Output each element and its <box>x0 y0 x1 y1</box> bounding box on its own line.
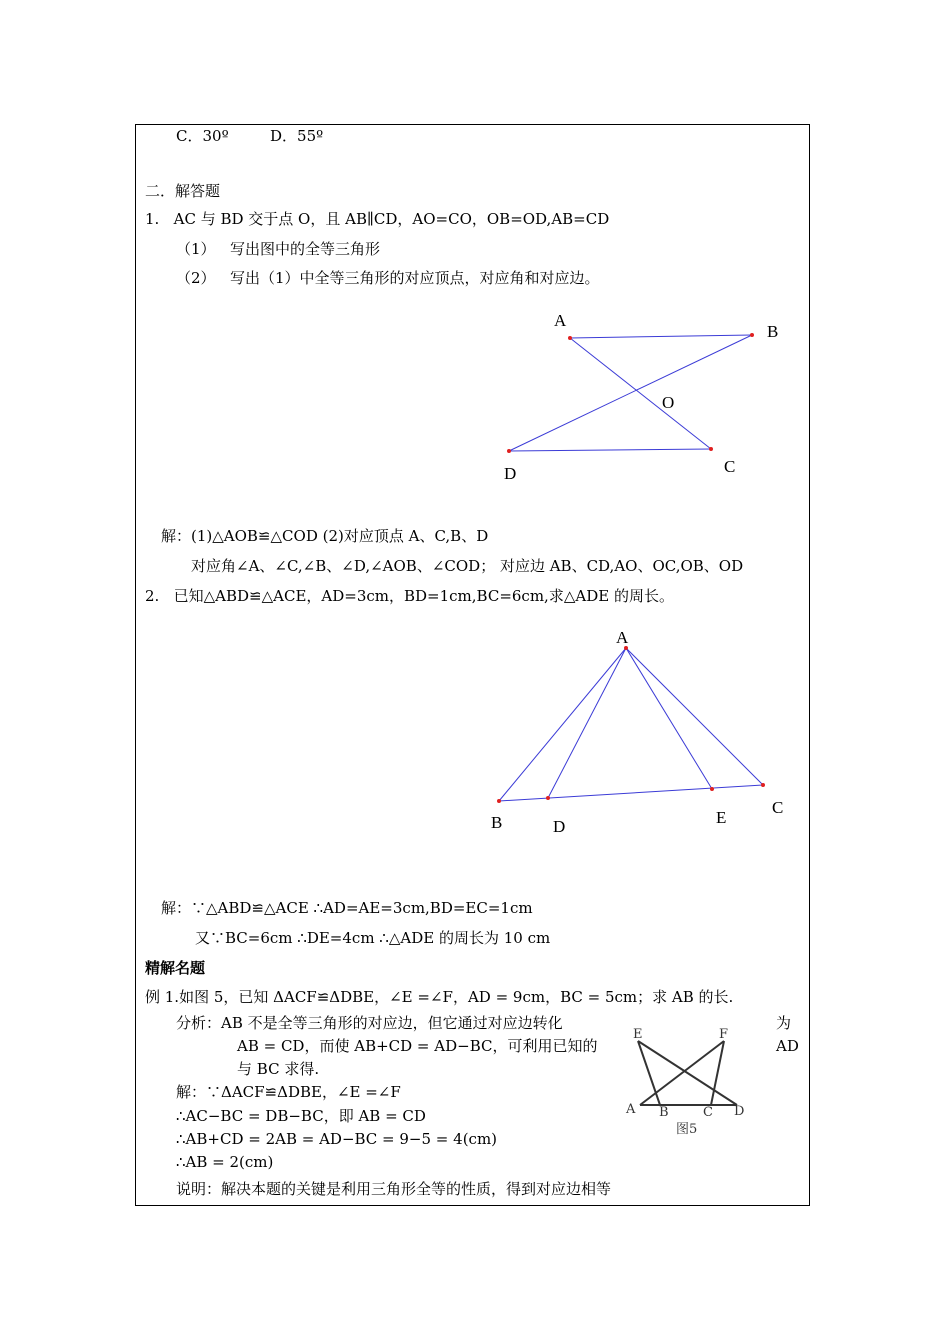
q2-answer-1: 解：∵△ABD≌△ACE ∴AD=AE=3cm,BD=EC=1cm <box>161 899 533 917</box>
example1-solution-2: ∴AC−BC = DB−BC，即 AB = CD <box>176 1107 426 1125</box>
q1-label-a: A <box>554 311 567 330</box>
section-title: 二．解答题 <box>145 182 221 200</box>
example1-analysis-1-end: 为 <box>776 1014 792 1032</box>
example1-solution-1: 解：∵ΔACF≌ΔDBE，∠E =∠F <box>176 1083 401 1101</box>
example1-analysis-3: 与 BC 求得. <box>237 1060 320 1078</box>
q2-answer-2: 又∵BC=6cm ∴DE=4cm ∴△ADE 的周长为 10 cm <box>195 929 551 947</box>
fig5-caption: 图5 <box>676 1122 698 1137</box>
q1-label-d: D <box>504 464 517 483</box>
q2-stem: 2. 已知△ABD≌△ACE，AD=3cm，BD=1cm,BC=6cm,求△ADE 的周长。 <box>145 587 674 605</box>
fig5-label-a: A <box>626 1102 636 1117</box>
q2-label-c: C <box>772 798 784 817</box>
fig5-label-f: F <box>719 1027 729 1042</box>
option-d: D．55º <box>270 127 324 145</box>
option-c: C．30º <box>176 127 229 145</box>
example1-analysis-1: 分析：AB 不是全等三角形的对应边，但它通过对应边转化 <box>176 1014 563 1032</box>
segment-eb <box>638 1041 660 1105</box>
q1-label-o: O <box>662 393 675 412</box>
q2-label-a: A <box>616 628 629 647</box>
q1-part2-text: 写出（1）中全等三角形的对应顶点，对应角和对应边。 <box>230 269 600 287</box>
q1-part1-num: （1） <box>176 240 216 258</box>
q1-answer-1: 解：(1)△AOB≌△COD (2)对应顶点 A、C,B、D <box>161 527 489 545</box>
q2-label-d: D <box>553 817 566 836</box>
q1-part2-num: （2） <box>176 269 216 287</box>
example1-note: 说明：解决本题的关键是利用三角形全等的性质，得到对应边相等 <box>176 1180 612 1198</box>
example1-solution-4: ∴AB = 2(cm) <box>176 1153 274 1171</box>
q1-stem: 1. AC 与 BD 交于点 O，且 AB∥CD，AO=CO，OB=OD,AB=CD <box>145 210 610 228</box>
q1-label-b: B <box>767 322 779 341</box>
example1-analysis-2-end: AD <box>776 1037 799 1055</box>
q1-answer-2: 对应角∠A、∠C,∠B、∠D,∠AOB、∠COD； 对应边 AB、CD,AO、OC,OB、OD <box>191 557 744 575</box>
example1-stem: 例 1.如图 5，已知 ΔACF≌ΔDBE，∠E =∠F，AD = 9cm，BC = 5cm；求 AB 的长. <box>145 988 734 1006</box>
featured-title: 精解名题 <box>145 959 206 977</box>
q1-label-c: C <box>724 457 736 476</box>
fig5-label-d: D <box>734 1104 745 1119</box>
q1-part1-text: 写出图中的全等三角形 <box>230 240 381 258</box>
example1-analysis-2: AB = CD，而使 AB+CD = AD−BC，可利用已知的 <box>237 1037 598 1055</box>
q2-label-b: B <box>491 813 503 832</box>
example1-solution-3: ∴AB+CD = 2AB = AD−BC = 9−5 = 4(cm) <box>176 1130 498 1148</box>
fig5-label-b: B <box>659 1105 669 1120</box>
fig5-label-c: C <box>703 1105 713 1120</box>
fig5-label-e: E <box>633 1027 643 1042</box>
q2-label-e: E <box>716 808 727 827</box>
